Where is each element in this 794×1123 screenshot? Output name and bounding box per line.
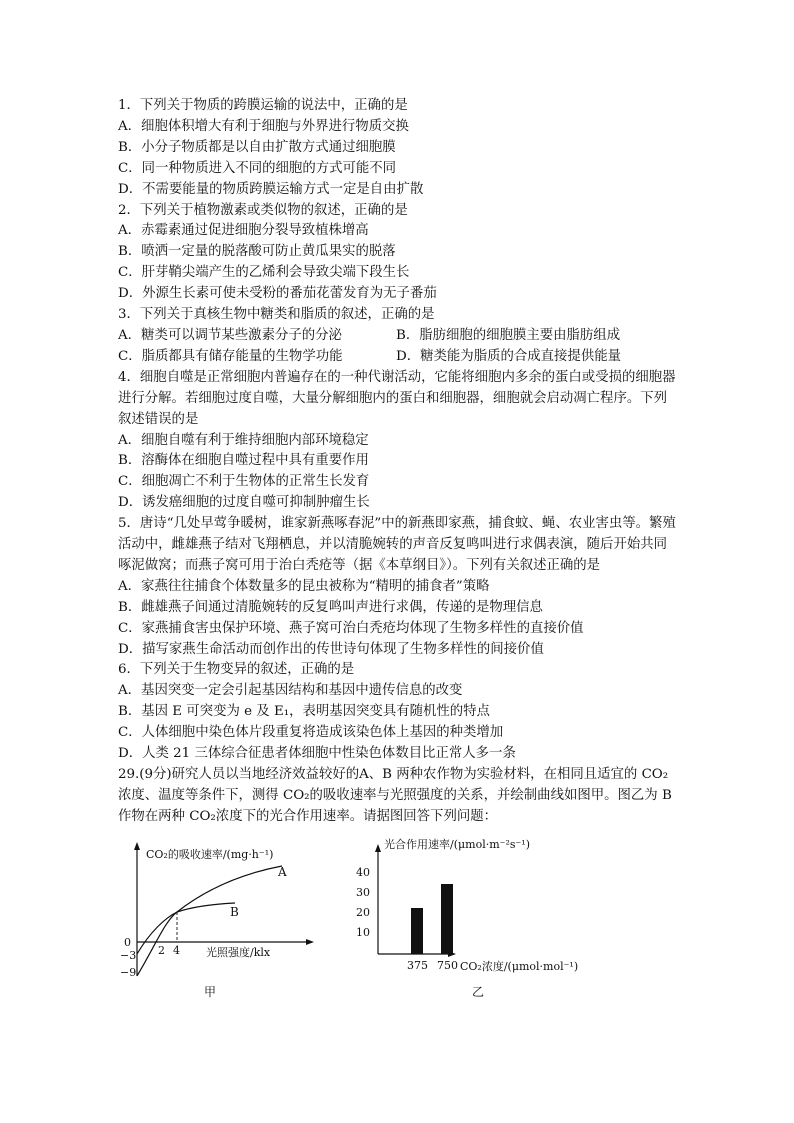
option: B．小分子物质都是以自由扩散方式通过细胞膜 [118,139,396,155]
question-stem: 4．细胞自噬是正常细胞内普遍存在的一种代谢活动，它能将细胞内多余的蛋白或受损的细胞器进行分解。若细胞过度自噬，大量分解细胞内的蛋白和细胞器，细胞就会启动凋亡程序。下列叙述错误的是 [118,369,676,427]
figure-a [120,842,314,999]
exam-page [118,96,680,828]
curve-a [137,866,282,976]
option-row [118,347,680,368]
question-stem: 5．唐诗“几处早莺争暖树，谁家新燕啄春泥”中的新燕即家燕，捕食蚊、蝇、农业害虫等。繁殖活动中，雌雄燕子结对飞翔栖息，并以清脆婉转的声音反复鸣叫进行求偶表演，随后开始共同啄泥做窝；而燕子窝可用于治白秃疮等（据《本草纲目》）。下列有关叙述正确的是 [118,516,676,573]
bar-category-label: 375 [407,959,428,972]
fig-b-xlabel: CO₂浓度/(μmol·mol⁻¹) [460,960,579,973]
option: C．细胞凋亡不利于生物体的正常生长发育 [118,474,370,490]
fig-b-ytick: 40 [356,866,370,879]
option: A．细胞自噬有利于维持细胞内部环境稳定 [118,432,369,448]
option: B．喷洒一定量的脱落酸可防止黄瓜果实的脱落 [118,244,396,260]
bar-category-label: 750 [437,959,458,972]
fig-b-ytick: 20 [356,906,370,919]
bar-750 [441,884,453,954]
fig-a-xtick: 4 [173,944,180,957]
option: B．雌雄燕子间通过清脆婉转的反复鸣叫声进行求偶，传递的是物理信息 [118,599,543,615]
option: B．脂肪细胞的细胞膜主要由脂肪组成 [396,327,621,343]
fig-a-ylabel: CO₂的吸收速率/(mg·h⁻¹) [146,848,274,861]
fig-a-ytick: −9 [120,966,137,979]
option: A．家燕往往捕食个体数量多的昆虫被称为“精明的捕食者”策略 [118,578,490,594]
option: C．脂质都具有储存能量的生物学功能 [118,348,343,364]
series-a-label: A [278,865,287,879]
option: B．溶酶体在细胞自噬过程中具有重要作用 [118,453,369,469]
fig-b-ytick: 10 [356,926,370,939]
fig-a-caption: 甲 [204,985,217,999]
option: D．外源生长素可使未受粉的番茄花蕾发育为无子番茄 [118,286,437,302]
option: D．诱发癌细胞的过度自噬可抑制肿瘤生长 [118,495,370,511]
question-stem: 6．下列关于生物变异的叙述，正确的是 [118,662,355,678]
option: C．肝芽鞘尖端产生的乙烯利会导致尖端下段生长 [118,265,410,281]
fig-a-xtick: 2 [158,944,165,957]
fig-b-ytick: 30 [356,886,370,899]
option: C．同一种物质进入不同的细胞的方式可能不同 [118,160,397,176]
fig-a-ytick: −3 [120,949,137,962]
question-29-stem: 29.(9分)研究人员以当地经济效益较好的A、B 两种农作物为实验材料，在相同且适宜的 CO₂浓度、温度等条件下，测得 CO₂的吸收速率与光照强度的关系，并绘制曲线如图甲。图乙为 B 作物在两种 CO₂浓度下的光合作用速率。请据图回答下列问题： [118,767,672,824]
bar-375 [411,908,423,954]
figures [110,836,690,1006]
option: D．糖类能为脂质的合成直接提供能量 [396,348,621,364]
figure-svg [110,836,690,1006]
option: C．人体细胞中染色体片段重复将造成该染色体上基因的种类增加 [118,725,504,741]
fig-b-caption: 乙 [472,985,485,999]
figure-b [356,837,578,999]
fig-a-origin: 0 [124,936,131,949]
option: C．家燕捕食害虫保护环境、燕子窝可治白秃疮均体现了生物多样性的直接价值 [118,620,584,636]
option: D．不需要能量的物质跨膜运输方式一定是自由扩散 [118,181,424,197]
question-stem: 3．下列关于真核生物中糖类和脂质的叙述，正确的是 [118,307,435,323]
option: B．基因 E 可突变为 e 及 E₁，表明基因突变具有随机性的特点 [118,704,490,720]
option: D．描写家燕生命活动而创作出的传世诗句体现了生物多样性的间接价值 [118,641,544,657]
question-stem: 2．下列关于植物激素或类似物的叙述，正确的是 [118,202,408,218]
option: A．细胞体积增大有利于细胞与外界进行物质交换 [118,118,409,134]
fig-b-ylabel: 光合作用速率/(μmol·m⁻²s⁻¹) [384,838,531,851]
fig-a-xlabel: 光照强度/klx [206,946,271,959]
question-stem: 1．下列关于物质的跨膜运输的说法中，正确的是 [118,98,408,113]
option-row [118,326,680,347]
option: A．基因突变一定会引起基因结构和基因中遗传信息的改变 [118,683,463,699]
option: A．糖类可以调节某些激素分子的分泌 [118,327,342,343]
option: D．人类 21 三体综合征患者体细胞中性染色体数目比正常人多一条 [118,746,516,762]
series-b-label: B [230,905,239,919]
option: A．赤霉素通过促进细胞分裂导致植株增高 [118,223,369,239]
